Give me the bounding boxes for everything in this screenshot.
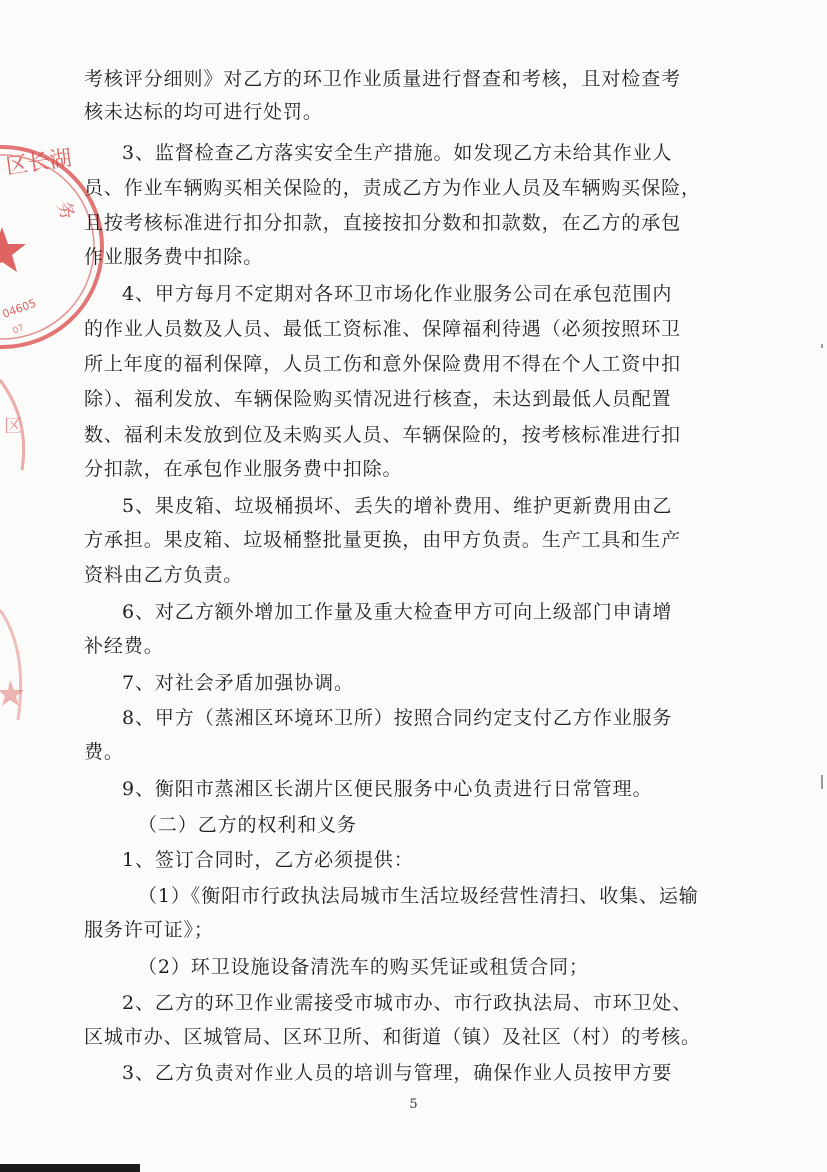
- text-line: 7、对社会矛盾加强协调。: [122, 672, 354, 694]
- official-seal-lower-fragment: [0, 610, 50, 730]
- text-line: 资料由乙方负责。: [84, 564, 244, 586]
- text-line: 费。: [84, 741, 124, 763]
- text-line: 4、甲方每月不定期对各环卫市场化作业服务公司在承包范围内: [122, 283, 673, 305]
- text-line: 6、对乙方额外增加工作量及重大检查甲方可向上级部门申请增: [122, 601, 673, 623]
- text-line: 数、福利未发放到位及未购买人员、车辆保险的，按考核标准进行扣: [84, 424, 682, 446]
- text-line: 补经费。: [84, 635, 164, 657]
- scan-edge-mark: [821, 344, 823, 348]
- text-line: 8、甲方（蒸湘区环境环卫所）按照合同约定支付乙方作业服务: [122, 707, 673, 729]
- page-number: 5: [409, 1097, 418, 1112]
- text-line: （2）环卫设施设备清洗车的购买凭证或租赁合同；: [138, 956, 589, 978]
- svg-text:务: 务: [52, 198, 79, 223]
- svg-text:04605: 04605: [0, 296, 38, 321]
- svg-text:07: 07: [11, 323, 26, 337]
- text-line: （1）《衡阳市行政执法局城市生活垃圾经营性清扫、收集、运输: [138, 885, 699, 907]
- official-seal-side-fragment: [0, 370, 60, 480]
- text-line: 考核评分细则》对乙方的环卫作业质量进行督查和考核，且对检查考: [84, 68, 682, 90]
- scan-edge-mark: [821, 775, 823, 789]
- text-line: 分扣款，在承包作业服务费中扣除。: [84, 458, 403, 480]
- text-line: 员、作业车辆购买相关保险的，责成乙方为作业人员及车辆购买保险，: [84, 177, 701, 199]
- scan-bottom-mark: [0, 1164, 140, 1172]
- text-line: 3、监督检查乙方落实安全生产措施。如发现乙方未给其作业人: [122, 142, 673, 164]
- svg-text:区长湖: 区长湖: [4, 145, 74, 180]
- text-line: 服务许可证》；: [84, 919, 214, 941]
- text-line: （二）乙方的权利和义务: [138, 814, 357, 836]
- text-line: 5、果皮箱、垃圾桶损坏、丢失的增补费用、维护更新费用由乙: [122, 495, 673, 517]
- text-line: 3、乙方负责对作业人员的培训与管理，确保作业人员按甲方要: [122, 1062, 673, 1084]
- text-line: 方承担。果皮箱、垃圾桶整批量更换，由甲方负责。生产工具和生产: [84, 529, 682, 551]
- text-line: 9、衡阳市蒸湘区长湖片区便民服务中心负责进行日常管理。: [122, 778, 653, 800]
- text-line: 所上年度的福利保障，人员工伤和意外保险费用不得在个人工资中扣: [84, 353, 682, 375]
- text-line: 2、乙方的环卫作业需接受市城市办、市行政执法局、市环卫处、: [122, 992, 693, 1014]
- text-line: 的作业人员数及人员、最低工资标准、保障福利待遇（必须按照环卫: [84, 318, 682, 340]
- svg-text:区: 区: [4, 416, 22, 437]
- text-line: 核未达标的均可进行处罚。: [84, 101, 323, 123]
- text-line: 作业服务费中扣除。: [84, 246, 264, 268]
- text-line: 除）、福利发放、车辆保险购买情况进行核查，未达到最低人员配置: [84, 388, 672, 410]
- official-seal-top: [0, 112, 79, 372]
- text-line: 区城市办、区城管局、区环卫所、和街道（镇）及社区（村）的考核。: [84, 1026, 701, 1048]
- text-line: 且按考核标准进行扣分扣款，直接按扣分数和扣款数，在乙方的承包: [84, 212, 682, 234]
- text-line: 1、签订合同时，乙方必须提供：: [122, 849, 414, 871]
